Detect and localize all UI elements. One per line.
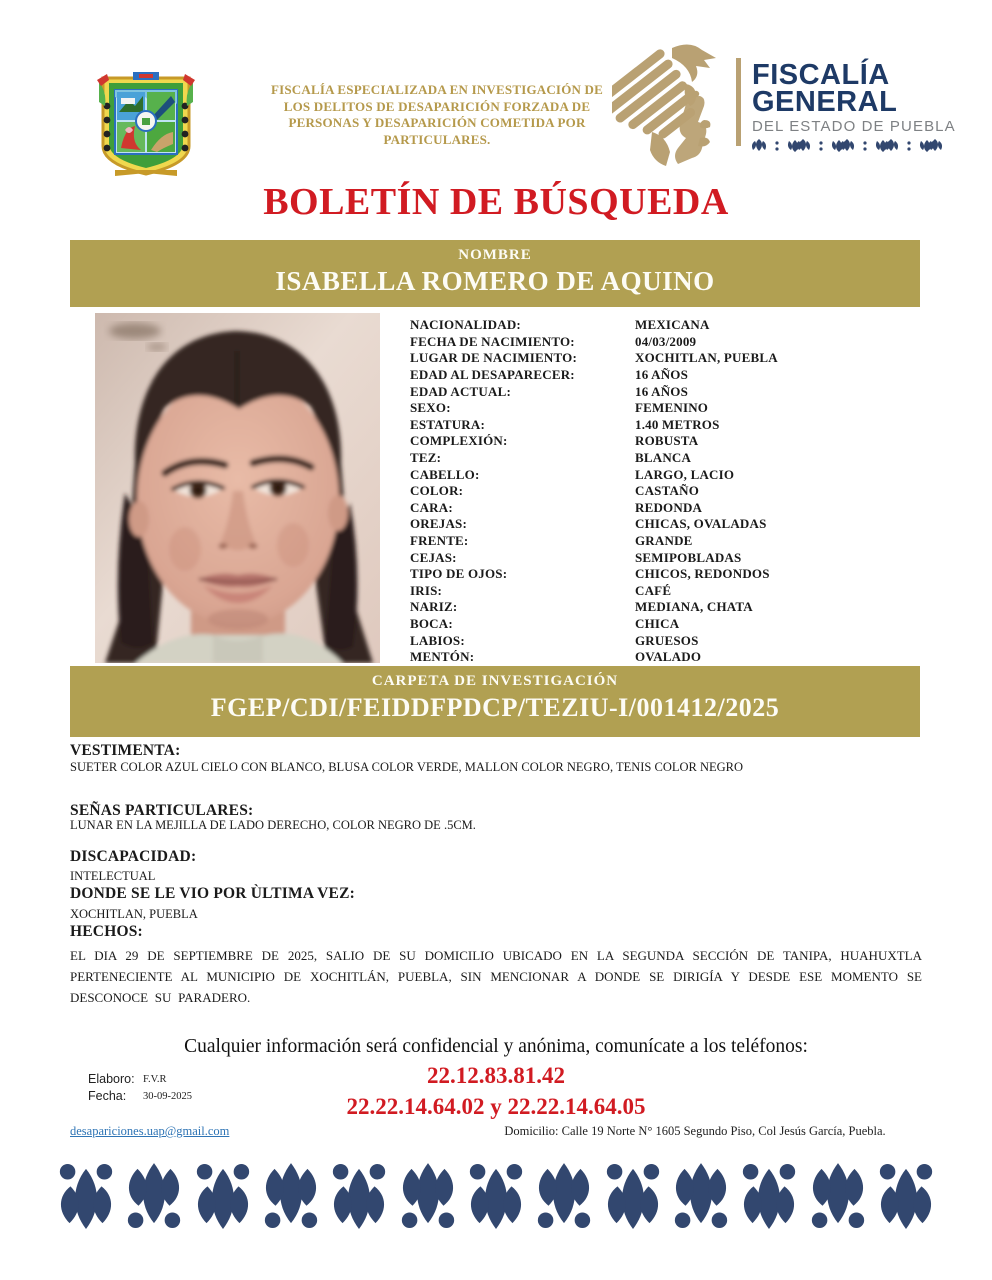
section-body: EL DIA 29 DE SEPTIEMBRE DE 2025, SALIO DE SU DOMICILIO UBICADO EN LA SEGUNDA SECCIÓN DE TANIPA, HUAHUXTLA PERTENECIENTE AL MUNICIPIO DE XOCHITLÁN, PUEBLA, SIN MENCIONAR A DONDE SE DIRIGÍA Y DESDE ESE MOMENTO SE DESCONOCE SU PARADERO. <box>70 948 922 1005</box>
elaboro-label: Elaboro: <box>88 1072 135 1086</box>
talavera-flower-icon <box>397 1156 459 1236</box>
field-value: CAFÉ <box>635 582 672 598</box>
field-label: COLOR: <box>410 483 464 499</box>
logo-text <box>752 59 956 158</box>
talavera-flower-icon <box>55 1156 117 1236</box>
field-row <box>410 433 985 450</box>
field-value: 04/03/2009 <box>635 333 697 349</box>
field-value: CHICOS, REDONDOS <box>635 566 770 582</box>
narrative-section <box>70 802 922 833</box>
talavera-flower-icon <box>465 1156 527 1236</box>
field-label: IRIS: <box>410 582 443 598</box>
fiscalia-general-logo <box>612 36 956 170</box>
agency-line: PERSONAS Y DESAPARICIÓN COMETIDA POR <box>288 115 586 130</box>
field-label: CEJAS: <box>410 549 457 565</box>
section-heading: HECHOS: <box>70 923 143 940</box>
field-row <box>410 649 985 666</box>
fecha-value: 30-09-2025 <box>143 1091 192 1102</box>
field-value: LARGO, LACIO <box>635 466 735 482</box>
field-label: TIPO DE OJOS: <box>410 566 508 582</box>
field-label: ESTATURA: <box>410 416 485 432</box>
field-value: MEDIANA, CHATA <box>635 599 753 615</box>
talavera-flower-icon <box>875 1156 937 1236</box>
field-label: BOCA: <box>410 615 453 631</box>
field-value: REDONDA <box>635 499 703 515</box>
field-row <box>410 533 985 550</box>
field-label: CARA: <box>410 499 453 515</box>
puebla-coat-of-arms-icon <box>95 68 197 180</box>
logo-talavera-pattern-icon <box>752 138 948 153</box>
talavera-flower-icon <box>123 1156 185 1236</box>
agency-line: FISCALÍA ESPECIALIZADA EN INVESTIGACIÓN DE <box>270 82 604 97</box>
field-value: ROBUSTA <box>635 433 699 449</box>
field-row <box>410 500 985 517</box>
phone-number-1: 22.12.83.81.42 <box>427 1063 565 1088</box>
narrative-sections <box>70 742 922 1008</box>
section-heading: DONDE SE LE VIO POR ÙLTIMA VEZ: <box>70 885 355 902</box>
field-row <box>410 367 985 384</box>
agency-line: PARTICULARES. <box>383 131 491 147</box>
field-label: TEZ: <box>410 450 442 466</box>
missing-person-name: ISABELLA ROMERO DE AQUINO <box>275 266 715 296</box>
field-value: CHICA <box>635 615 680 631</box>
talavera-flower-icon <box>260 1156 322 1236</box>
confidential-info-line: Cualquier información será confidencial y anónima, comunícate a los teléfonos: <box>184 1036 808 1057</box>
field-row <box>410 632 985 649</box>
field-row <box>410 317 985 334</box>
field-value: SEMIPOBLADAS <box>635 549 742 565</box>
field-label: OREJAS: <box>410 516 468 532</box>
narrative-section <box>70 742 922 775</box>
missing-person-photo <box>95 313 380 663</box>
narrative-section <box>70 848 922 884</box>
section-body: INTELECTUAL <box>70 869 156 883</box>
field-label: EDAD ACTUAL: <box>410 383 511 399</box>
person-fields-table <box>410 317 985 665</box>
field-row <box>410 516 985 533</box>
fecha-label: Fecha: <box>88 1089 127 1103</box>
field-row <box>410 616 985 633</box>
field-row <box>410 466 985 483</box>
logo-fiscalia-text: FISCALÍA <box>752 59 890 91</box>
field-value: XOCHITLAN, PUEBLA <box>635 350 778 366</box>
talavera-flower-icon <box>533 1156 595 1236</box>
agency-heading <box>248 82 626 148</box>
talavera-pattern-row <box>55 1156 937 1242</box>
page-title: BOLETÍN DE BÚSQUEDA <box>263 181 729 223</box>
field-label: NACIONALIDAD: <box>410 317 521 333</box>
field-row <box>410 566 985 583</box>
field-row <box>410 383 985 400</box>
case-band <box>70 666 920 737</box>
field-value: FEMENINO <box>635 400 709 416</box>
field-value: 16 AÑOS <box>635 367 689 383</box>
talavera-flower-icon <box>670 1156 732 1236</box>
case-band-label: CARPETA DE INVESTIGACIÓN <box>371 673 619 689</box>
narrative-section <box>70 885 922 922</box>
field-value: 16 AÑOS <box>635 383 689 399</box>
field-value: CASTAÑO <box>635 483 700 499</box>
field-value: GRANDE <box>635 533 693 549</box>
phone-number-2: 22.22.14.64.02 y 22.22.14.64.05 <box>346 1094 646 1119</box>
field-label: EDAD AL DESAPARECER: <box>410 367 575 383</box>
field-value: BLANCA <box>635 450 692 466</box>
case-number: FGEP/CDI/FEIDDFPDCP/TEZIU-I/001412/2025 <box>210 693 780 722</box>
fgep-eagle-icon <box>612 36 730 170</box>
section-body: SUETER COLOR AZUL CIELO CON BLANCO, BLUSA COLOR VERDE, MALLON COLOR NEGRO, TENIS COLOR NEGRO <box>70 760 744 774</box>
field-label: LABIOS: <box>410 632 465 648</box>
field-label: FRENTE: <box>410 533 469 549</box>
address-line: Domicilio: Calle 19 Norte N° 1605 Segundo Piso, Col Jesús García, Puebla. <box>504 1124 886 1138</box>
logo-subtitle-text: DEL ESTADO DE PUEBLA <box>752 118 956 135</box>
talavera-flower-icon <box>192 1156 254 1236</box>
field-value: 1.40 METROS <box>635 416 720 432</box>
agency-line: LOS DELITOS DE DESAPARICIÓN FORZADA DE <box>283 98 591 114</box>
email-link[interactable]: desapariciones.uap@gmail.com <box>70 1124 230 1138</box>
field-row <box>410 483 985 500</box>
section-body: XOCHITLAN, PUEBLA <box>70 907 198 921</box>
field-label: LUGAR DE NACIMIENTO: <box>410 350 577 366</box>
field-row <box>410 400 985 417</box>
elaboro-value: F.V.R <box>143 1074 167 1085</box>
field-value: OVALADO <box>635 649 702 665</box>
field-row <box>410 599 985 616</box>
talavera-flower-icon <box>738 1156 800 1236</box>
field-row <box>410 549 985 566</box>
field-row <box>410 350 985 367</box>
field-row <box>410 450 985 467</box>
section-body: LUNAR EN LA MEJILLA DE LADO DERECHO, COLOR NEGRO DE .5CM. <box>70 818 476 832</box>
field-label: SEXO: <box>410 400 451 416</box>
field-row <box>410 417 985 434</box>
name-band <box>70 240 920 307</box>
field-value: MEXICANA <box>635 317 710 333</box>
field-label: FECHA DE NACIMIENTO: <box>410 333 575 349</box>
narrative-section <box>70 923 922 1008</box>
section-heading: SEÑAS PARTICULARES: <box>70 802 254 819</box>
field-label: MENTÓN: <box>410 649 475 665</box>
logo-divider <box>736 58 741 146</box>
name-band-label: NOMBRE <box>458 247 532 263</box>
section-heading: DISCAPACIDAD: <box>70 848 197 865</box>
field-label: COMPLEXIÓN: <box>410 433 508 449</box>
talavera-flower-icon <box>807 1156 869 1236</box>
field-value: CHICAS, OVALADAS <box>635 516 767 532</box>
field-label: NARIZ: <box>410 599 458 615</box>
logo-general-text: GENERAL <box>752 86 898 118</box>
talavera-flower-icon <box>602 1156 664 1236</box>
field-value: GRUESOS <box>635 632 699 648</box>
talavera-flower-icon <box>328 1156 390 1236</box>
field-row <box>410 334 985 351</box>
field-label: CABELLO: <box>410 466 480 482</box>
field-row <box>410 583 985 600</box>
section-heading: VESTIMENTA: <box>70 742 181 759</box>
